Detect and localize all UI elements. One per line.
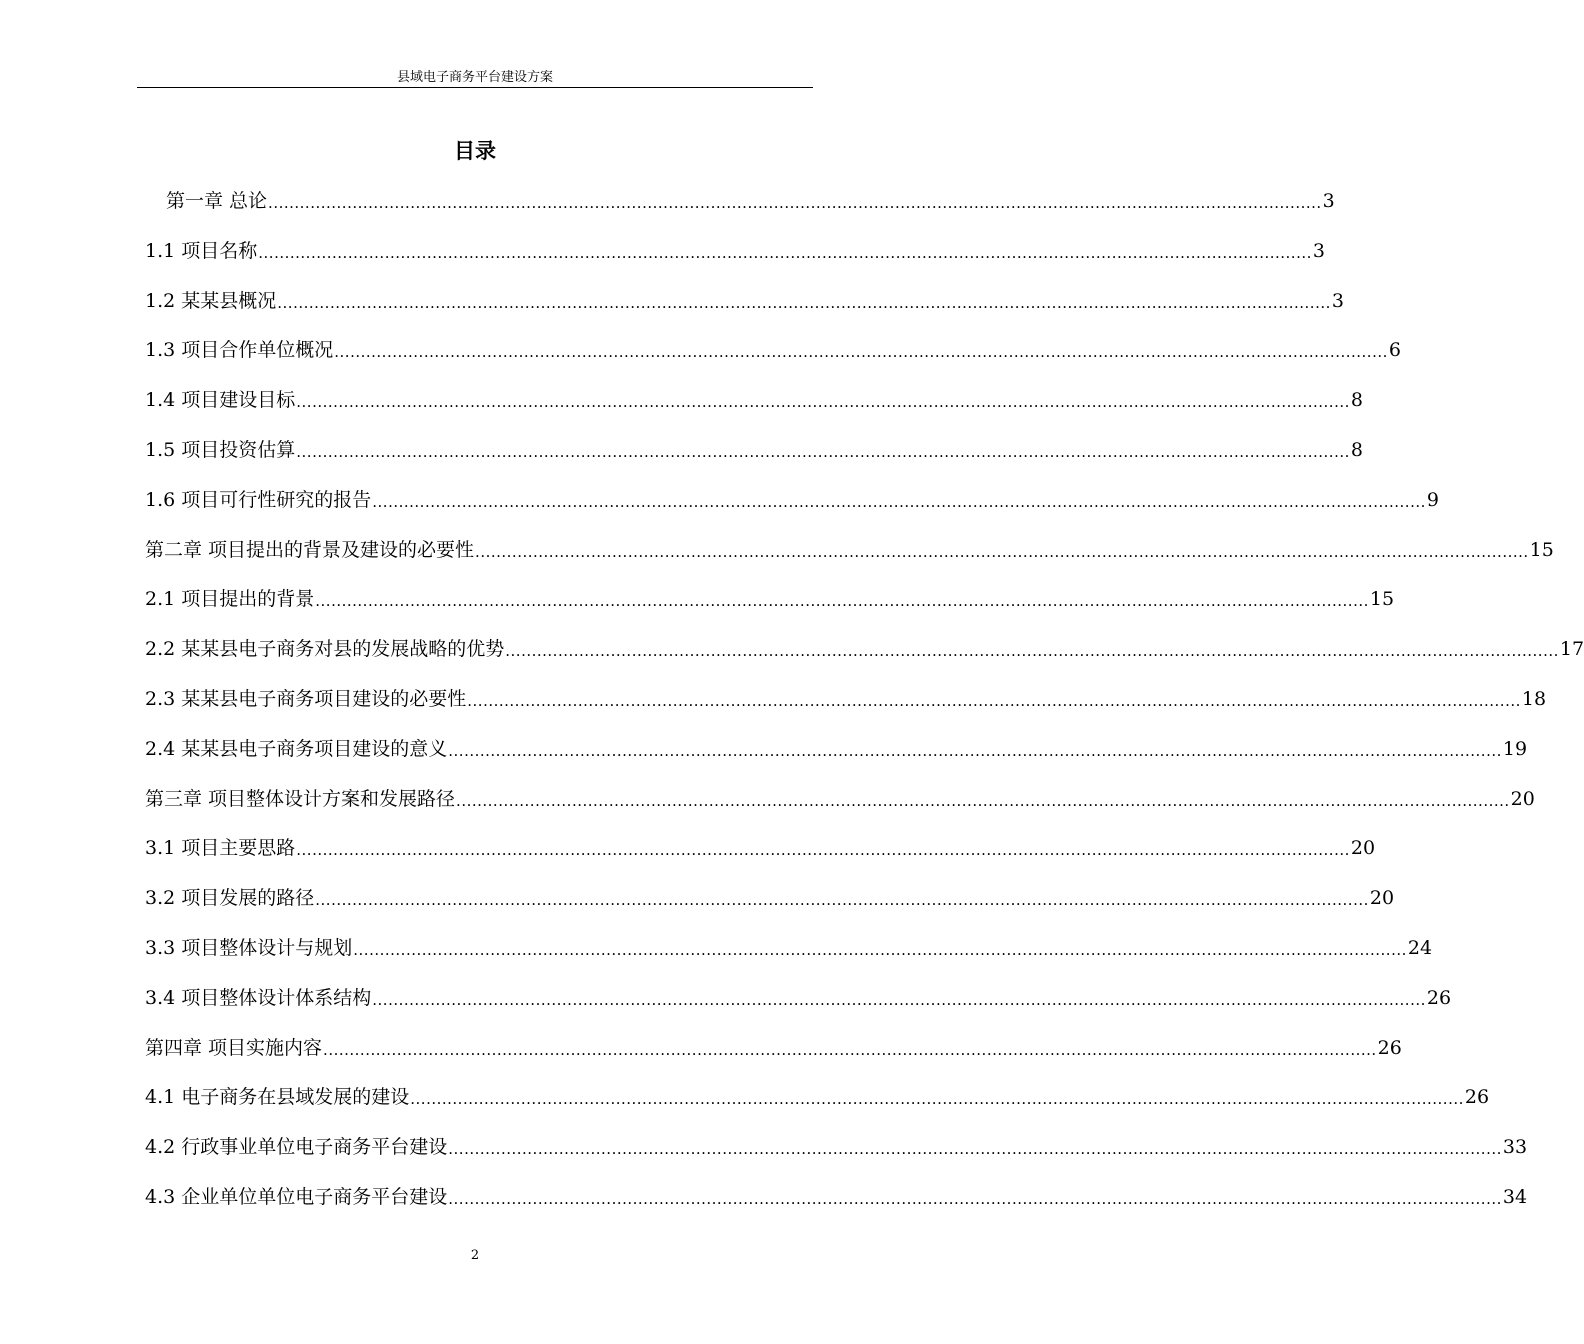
toc-dot-leader: ........................................................................................................................................................................................................ (372, 493, 1426, 511)
toc-entry-page: 9 (1426, 489, 1439, 511)
toc-dot-leader: ........................................................................................................................................................................................................ (448, 1140, 1502, 1158)
toc-entry[interactable] (145, 935, 1433, 961)
header-title: 县域电子商务平台建设方案 (396, 70, 553, 85)
toc-entry[interactable] (145, 1035, 1402, 1061)
toc-entry[interactable] (145, 1184, 1528, 1210)
toc-entry-page: 17 (1559, 638, 1584, 660)
toc-entry-page: 3 (1312, 240, 1325, 262)
toc-entry-label: 3.1 项目主要思路 (145, 837, 296, 859)
toc-entry-page: 26 (1464, 1086, 1490, 1108)
toc-entry[interactable] (145, 885, 1395, 911)
toc-entry-label: 1.6 项目可行性研究的报告 (145, 489, 372, 511)
toc-entry-label: 第一章 总论 (166, 190, 268, 212)
toc-entry[interactable] (145, 1084, 1490, 1110)
toc-dot-leader: ........................................................................................................................................................................................................ (258, 244, 1312, 262)
toc-dot-leader: ........................................................................................................................................................................................................ (372, 991, 1426, 1009)
toc-entry[interactable] (145, 636, 1584, 662)
toc-entry-page: 3 (1331, 290, 1344, 312)
toc-entry-page: 15 (1529, 539, 1554, 561)
toc-dot-leader: ........................................................................................................................................................................................................ (296, 393, 1350, 411)
toc-entry[interactable] (145, 1134, 1528, 1160)
toc-entry-page: 26 (1377, 1037, 1402, 1059)
toc-entry-label: 4.3 企业单位单位电子商务平台建设 (145, 1186, 448, 1208)
toc-entry[interactable] (145, 686, 1547, 712)
toc-entry-page: 19 (1502, 738, 1528, 760)
toc-entry[interactable] (145, 835, 1376, 861)
toc-dot-leader: ........................................................................................................................................................................................................ (505, 642, 1559, 660)
toc-entry-page: 18 (1521, 688, 1547, 710)
page-number: 2 (470, 1248, 480, 1263)
toc-dot-leader: ........................................................................................................................................................................................................ (315, 891, 1369, 909)
toc-entry-label: 2.3 某某县电子商务项目建设的必要性 (145, 688, 467, 710)
toc-dot-leader: ........................................................................................................................................................................................................ (334, 343, 1388, 361)
toc-entry[interactable] (145, 487, 1439, 513)
toc-dot-leader: ........................................................................................................................................................................................................ (410, 1090, 1464, 1108)
toc-entry-page: 24 (1407, 937, 1433, 959)
toc-entry-label: 1.4 项目建设目标 (145, 389, 296, 411)
toc-dot-leader: ........................................................................................................................................................................................................ (467, 692, 1521, 710)
toc-entry-page: 26 (1426, 987, 1452, 1009)
toc-dot-leader: ........................................................................................................................................................................................................ (475, 543, 1529, 561)
toc-entry-page: 3 (1322, 190, 1335, 212)
toc-entry-page: 8 (1350, 439, 1363, 461)
toc-entry-label: 2.2 某某县电子商务对县的发展战略的优势 (145, 638, 505, 660)
toc-dot-leader: ........................................................................................................................................................................................................ (448, 742, 1502, 760)
toc-dot-leader: ........................................................................................................................................................................................................ (456, 792, 1510, 810)
toc-entry-label: 3.3 项目整体设计与规划 (145, 937, 353, 959)
toc-entry[interactable] (145, 736, 1528, 762)
toc-dot-leader: ........................................................................................................................................................................................................ (296, 443, 1350, 461)
toc-entry-label: 第二章 项目提出的背景及建设的必要性 (145, 539, 475, 561)
toc-entry-page: 20 (1510, 788, 1535, 810)
toc-entry[interactable] (145, 238, 1325, 264)
toc-dot-leader: ........................................................................................................................................................................................................ (323, 1041, 1377, 1059)
toc-entry[interactable] (145, 387, 1363, 413)
toc-entry-label: 第四章 项目实施内容 (145, 1037, 323, 1059)
toc-entry-label: 3.2 项目发展的路径 (145, 887, 315, 909)
toc-dot-leader: ........................................................................................................................................................................................................ (277, 294, 1331, 312)
toc-entry[interactable] (145, 288, 1344, 314)
toc-entry[interactable] (145, 337, 1401, 363)
toc-entry-page: 20 (1350, 837, 1376, 859)
toc-entry-label: 3.4 项目整体设计体系结构 (145, 987, 372, 1009)
toc-dot-leader: ........................................................................................................................................................................................................ (268, 194, 1322, 212)
toc-entry-page: 6 (1388, 339, 1401, 361)
toc-entry-page: 8 (1350, 389, 1363, 411)
toc-entry-label: 4.2 行政事业单位电子商务平台建设 (145, 1136, 448, 1158)
toc-entry[interactable] (145, 537, 1554, 563)
toc-entry[interactable] (145, 985, 1452, 1011)
toc-entry[interactable] (145, 786, 1535, 812)
toc-title: 目录 (454, 139, 496, 163)
toc-entry-label: 2.4 某某县电子商务项目建设的意义 (145, 738, 448, 760)
toc-entry[interactable] (145, 437, 1363, 463)
toc-dot-leader: ........................................................................................................................................................................................................ (315, 592, 1369, 610)
toc-entry-page: 20 (1369, 887, 1395, 909)
toc-entry[interactable] (166, 188, 1335, 214)
toc-entry[interactable] (145, 586, 1395, 612)
toc-entry-label: 2.1 项目提出的背景 (145, 588, 315, 610)
toc-entry-label: 1.2 某某县概况 (145, 290, 277, 312)
header-divider (137, 87, 813, 88)
toc-entry-label: 1.1 项目名称 (145, 240, 258, 262)
toc-dot-leader: ........................................................................................................................................................................................................ (296, 841, 1350, 859)
toc-entry-page: 15 (1369, 588, 1395, 610)
toc-entry-label: 第三章 项目整体设计方案和发展路径 (145, 788, 456, 810)
toc-entry-label: 1.3 项目合作单位概况 (145, 339, 334, 361)
toc-entry-page: 34 (1502, 1186, 1528, 1208)
toc-dot-leader: ........................................................................................................................................................................................................ (353, 941, 1407, 959)
toc-entry-page: 33 (1502, 1136, 1528, 1158)
toc-dot-leader: ........................................................................................................................................................................................................ (448, 1190, 1502, 1208)
toc-entry-label: 4.1 电子商务在县域发展的建设 (145, 1086, 410, 1108)
toc-entry-label: 1.5 项目投资估算 (145, 439, 296, 461)
